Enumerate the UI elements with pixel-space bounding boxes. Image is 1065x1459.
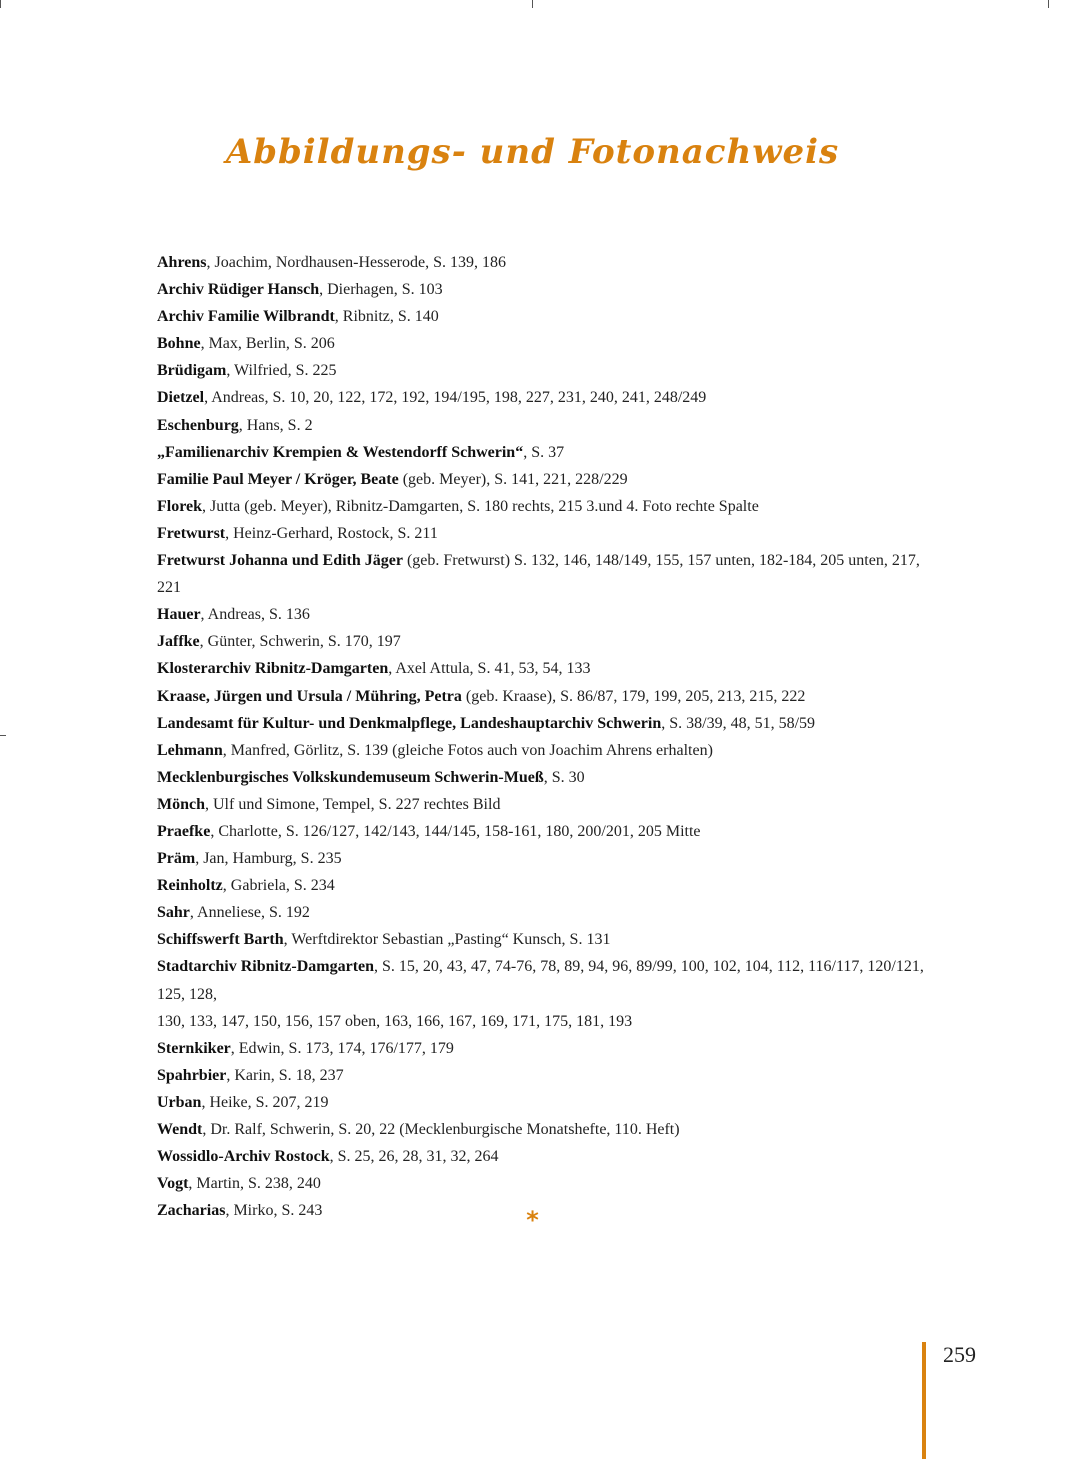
credit-source-name: Eschenburg xyxy=(157,416,239,434)
credits-list xyxy=(157,249,947,1224)
credit-entry xyxy=(157,710,947,737)
credit-source-name: Wossidlo-Archiv Rostock xyxy=(157,1148,330,1166)
credit-source-name: Dietzel xyxy=(157,389,205,407)
credit-source-name: Mönch xyxy=(157,795,205,813)
crop-mark-top-left xyxy=(0,0,1,8)
credit-source-name: Sternkiker xyxy=(157,1039,231,1057)
credit-source-name: Kraase, Jürgen und Ursula / Mühring, Petra xyxy=(157,687,462,705)
credit-details: , Karin, S. 18, 237 xyxy=(226,1066,344,1084)
credit-details: (geb. Kraase), S. 86/87, 179, 199, 205, 213, 215, 222 xyxy=(461,687,806,705)
credit-entry xyxy=(157,1170,947,1197)
credit-details: , Mirko, S. 243 xyxy=(225,1202,323,1220)
credit-source-name: Brüdigam xyxy=(157,362,227,380)
credit-entry xyxy=(157,872,947,899)
credit-entry xyxy=(157,655,947,682)
credit-source-name: Fretwurst xyxy=(157,524,226,542)
page-title: Abbildungs- und Fotonachweis xyxy=(225,132,840,172)
credit-source-name: „Familienarchiv Krempien & Westendorff Schwerin“ xyxy=(157,443,524,461)
credit-details: , Dr. Ralf, Schwerin, S. 20, 22 (Mecklenburgische Monatshefte, 110. Heft) xyxy=(202,1121,680,1138)
credit-details: , Axel Attula, S. 41, 53, 54, 133 xyxy=(388,660,591,678)
credit-source-name: Bohne xyxy=(157,335,201,353)
credit-details: , Dierhagen, S. 103 xyxy=(319,281,443,299)
credit-source-name: Mecklenburgisches Volkskundemuseum Schwerin-Mueß xyxy=(157,768,544,786)
credit-entry xyxy=(157,818,947,845)
credit-details: , Hans, S. 2 xyxy=(238,416,313,434)
credit-source-name: Präm xyxy=(157,850,196,868)
credit-details: (geb. Fretwurst) S. 132, 146, 148/149, 155, 157 unten, 182-184, 205 unten, 217, 221 xyxy=(157,552,920,597)
credit-details: , Ulf und Simone, Tempel, S. 227 rechtes Bild xyxy=(205,795,501,813)
credit-source-name: Florek xyxy=(157,497,203,515)
credit-source-name: Familie Paul Meyer / Kröger, Beate xyxy=(157,470,399,488)
credit-entry xyxy=(157,276,947,303)
credit-entry xyxy=(157,493,947,520)
credit-entry xyxy=(157,1116,947,1143)
credit-source-name: Jaffke xyxy=(157,633,200,651)
credit-details: , Martin, S. 238, 240 xyxy=(188,1175,321,1193)
credit-details: , Ribnitz, S. 140 xyxy=(334,308,439,326)
credit-source-name: Archiv Rüdiger Hansch xyxy=(157,281,320,299)
credit-entry xyxy=(157,1089,947,1116)
credit-source-name: Vogt xyxy=(157,1175,189,1193)
credit-entry xyxy=(157,249,947,276)
credit-details: (geb. Meyer), S. 141, 221, 228/229 xyxy=(398,470,628,488)
credit-entry xyxy=(157,1035,947,1062)
credit-entry xyxy=(157,845,947,872)
credit-source-name: Spahrbier xyxy=(157,1066,227,1084)
credit-source-name: Stadtarchiv Ribnitz-Damgarten xyxy=(157,958,375,976)
credit-details: , Jutta (geb. Meyer), Ribnitz-Damgarten, S. 180 rechts, 215 3.und 4. Foto rechte Spalte xyxy=(202,497,759,515)
credit-details: , Andreas, S. 136 xyxy=(200,606,310,624)
credit-source-name: Reinholtz xyxy=(157,877,223,895)
credit-entry xyxy=(157,466,947,493)
credit-entry xyxy=(157,926,947,953)
page-number-rule xyxy=(922,1342,926,1459)
credit-details: , Heike, S. 207, 219 xyxy=(201,1093,329,1111)
crop-mark-top-right xyxy=(1048,0,1049,8)
credit-entry xyxy=(157,303,947,330)
credit-source-name: Praefke xyxy=(157,822,211,840)
credit-details: 130, 133, 147, 150, 156, 157 oben, 163, 166, 167, 169, 171, 175, 181, 193 xyxy=(157,1012,633,1030)
credit-details: , Anneliese, S. 192 xyxy=(189,904,310,922)
credit-details: , Andreas, S. 10, 20, 122, 172, 192, 194/195, 198, 227, 231, 240, 241, 248/249 xyxy=(204,389,707,407)
credit-source-name: Archiv Familie Wilbrandt xyxy=(157,308,335,326)
credit-details: , Heinz-Gerhard, Rostock, S. 211 xyxy=(225,524,438,542)
credit-entry xyxy=(157,953,947,1007)
credit-entry xyxy=(157,412,947,439)
credit-details: , Jan, Hamburg, S. 235 xyxy=(195,850,342,868)
credit-details: , S. 37 xyxy=(523,443,565,461)
credit-source-name: Landesamt für Kultur- und Denkmalpflege, Landeshauptarchiv Schwerin xyxy=(157,714,662,732)
credit-source-name: Klosterarchiv Ribnitz-Damgarten xyxy=(157,660,389,678)
credit-details: , Günter, Schwerin, S. 170, 197 xyxy=(199,633,401,651)
credit-source-name: Wendt xyxy=(157,1121,203,1138)
credit-entry xyxy=(157,384,947,411)
credit-entry xyxy=(157,1008,947,1035)
credit-entry xyxy=(157,357,947,384)
credit-details: , S. 15, 20, 43, 47, 74-76, 78, 89, 94, 96, 89/99, 100, 102, 104, 112, 116/117, 120/121, 125, 128, xyxy=(157,958,924,1003)
asterisk-ornament: * xyxy=(526,1206,539,1234)
credit-source-name: Hauer xyxy=(157,606,201,624)
page-number: 259 xyxy=(943,1342,976,1367)
credit-details: , S. 25, 26, 28, 31, 32, 264 xyxy=(329,1148,499,1166)
credit-entry xyxy=(157,628,947,655)
credit-details: , Charlotte, S. 126/127, 142/143, 144/145, 158-161, 180, 200/201, 205 Mitte xyxy=(210,822,701,840)
credit-entry xyxy=(157,683,947,710)
credit-entry xyxy=(157,547,947,601)
credit-details: , Max, Berlin, S. 206 xyxy=(200,335,335,353)
credit-details: , Joachim, Nordhausen-Hesserode, S. 139, 186 xyxy=(206,254,506,271)
credit-details: , Wilfried, S. 225 xyxy=(226,362,337,380)
credit-entry xyxy=(157,520,947,547)
credit-entry xyxy=(157,330,947,357)
crop-mark-top-center xyxy=(532,0,533,8)
credit-entry xyxy=(157,1143,947,1170)
credit-details: , Gabriela, S. 234 xyxy=(222,877,335,895)
credit-entry xyxy=(157,1062,947,1089)
credit-source-name: Fretwurst Johanna und Edith Jäger xyxy=(157,552,403,570)
credit-entry xyxy=(157,764,947,791)
credit-source-name: Zacharias xyxy=(157,1202,226,1220)
credit-source-name: Schiffswerft Barth xyxy=(157,931,284,949)
crop-mark-left-middle xyxy=(0,735,6,736)
credit-details: , Werftdirektor Sebastian „Pasting“ Kunsch, S. 131 xyxy=(283,931,611,949)
credit-details: , Manfred, Görlitz, S. 139 (gleiche Fotos auch von Joachim Ahrens erhalten) xyxy=(222,741,713,759)
credit-details: , S. 38/39, 48, 51, 58/59 xyxy=(661,714,816,732)
credit-source-name: Sahr xyxy=(157,904,190,922)
credit-entry xyxy=(157,737,947,764)
credit-entry xyxy=(157,439,947,466)
credit-source-name: Ahrens xyxy=(157,254,207,271)
credit-source-name: Lehmann xyxy=(157,741,223,759)
credit-entry xyxy=(157,601,947,628)
credit-details: , S. 30 xyxy=(543,768,585,786)
credit-entry xyxy=(157,791,947,818)
credit-details: , Edwin, S. 173, 174, 176/177, 179 xyxy=(230,1039,454,1057)
credit-entry xyxy=(157,899,947,926)
credit-source-name: Urban xyxy=(157,1093,202,1111)
